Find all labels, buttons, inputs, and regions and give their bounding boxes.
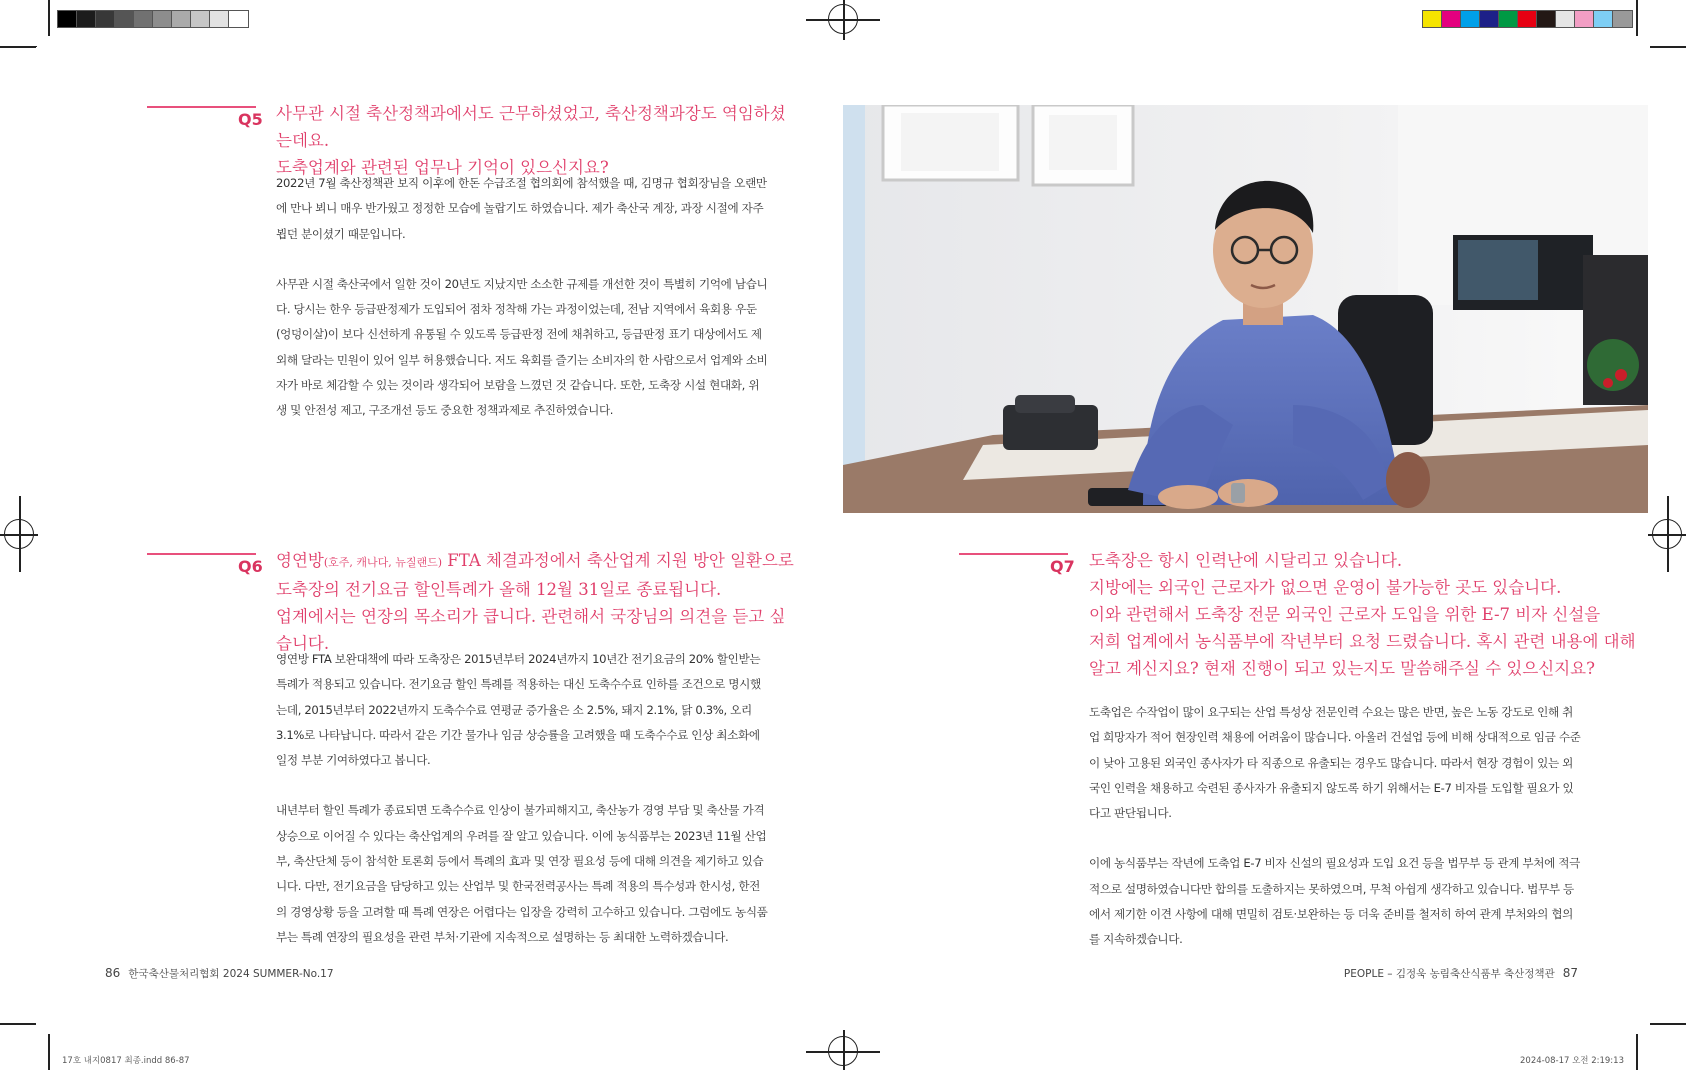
q6-question-b: FTA 체결과정에서 축산업계 지원 방안 일환으로 [442, 551, 794, 570]
file-slug: 17호 내지0817 최종.indd 86-87 [62, 1056, 190, 1066]
right-running-title: PEOPLE – 김정욱 농림축산식품부 축산정책관 [1343, 968, 1555, 980]
color-swatch [96, 11, 115, 27]
date-slug: 2024-08-17 오전 2:19:13 [1520, 1056, 1624, 1066]
color-swatch [77, 11, 96, 27]
q6-question-line: 도축장의 전기요금 할인특례가 올해 12월 31일로 종료됩니다. [276, 580, 722, 599]
color-swatch [191, 11, 210, 27]
q7-question-line: 지방에는 외국인 근로자가 없으면 운영이 불가능한 곳도 있습니다. [1089, 578, 1562, 597]
color-swatch [1594, 11, 1613, 27]
left-running-title: 한국축산물처리협회 2024 SUMMER-No.17 [128, 968, 334, 980]
color-swatch [229, 11, 248, 27]
q6-number: Q6 [238, 557, 263, 576]
q7-answer [1089, 700, 1583, 953]
color-swatch [1575, 11, 1594, 27]
color-swatch [115, 11, 134, 27]
q6-question-line: 업계에서는 연장의 목소리가 큽니다. 관련해서 국장님의 의견을 듣고 싶습니다. [276, 607, 786, 653]
color-swatch [1461, 11, 1480, 27]
q7-question-line: 이와 관련해서 도축장 전문 외국인 근로자 도입을 위한 E-7 비자 신설을 [1089, 605, 1601, 624]
q7-question-line: 저희 업계에서 농식품부에 작년부터 요청 드렸습니다. 혹시 관련 내용에 대해 [1089, 632, 1636, 651]
answer-paragraph: 2022년 7월 축산정책관 보직 이후에 한돈 수급조절 협의회에 참석했을 때, 김명규 협회장님을 오랜만에 만나 뵈니 매우 반가웠고 정정한 모습에 놀랍기도 하였습니다. 제가 축산국 계장, 과장 시절에 자주 뵙던 분이셨기 때문입니다. [276, 176, 767, 241]
color-swatch [1442, 11, 1461, 27]
color-swatch [1613, 11, 1632, 27]
left-folio [105, 966, 334, 981]
q6-question-small: (호주, 캐나다, 뉴질랜드) [323, 556, 443, 569]
process-color-bar [1422, 10, 1633, 28]
color-swatch [1556, 11, 1575, 27]
q6-rule [147, 553, 256, 555]
color-swatch [210, 11, 229, 27]
answer-paragraph: 사무관 시절 축산국에서 일한 것이 20년도 지났지만 소소한 규제를 개선한 것이 특별히 기억에 남습니다. 당시는 한우 등급판정제가 도입되어 점차 정착해 가는 과정이었는데, 전남 지역에서 육회용 우둔(엉덩이살)이 보다 신선하게 유통될 수 있도록 등급판정 전에 채취하고, 등급판정 표기 대상에서도 제외해 달라는 민원이 있어 일부 허용했습니다. 저도 육회를 즐기는 소비자의 한 사람으로서 업계와 소비자가 바로 체감할 수 있는 것이라 생각되어 보람을 느꼈던 것 같습니다. 또한, 도축장 시설 현대화, 위생 및 안전성 제고, 구조개선 등도 중요한 정책과제로 추진하였습니다. [276, 276, 768, 418]
left-page-number: 86 [105, 966, 121, 980]
answer-paragraph: 이에 농식품부는 작년에 도축업 E-7 비자 신설의 필요성과 도입 요건 등을 법무부 등 관계 부처에 적극적으로 설명하였습니다만 합의를 도출하지는 못하였으며, 무척 아쉽게 생각하고 있습니다. 법무부 등에서 제기한 이견 사항에 대해 면밀히 검토·보완하는 등 더욱 준비를 철저히 하여 관계 부처와의 협의를 지속하겠습니다. [1089, 856, 1581, 947]
q7-question-line: 알고 계신지요? 현재 진행이 되고 있는지도 말씀해주실 수 있으신지요? [1089, 659, 1595, 678]
color-swatch [1518, 11, 1537, 27]
color-swatch [172, 11, 191, 27]
q5-question [276, 100, 796, 181]
right-folio [1344, 966, 1578, 981]
interview-photo [843, 105, 1648, 513]
q5-question-line: 도축업계와 관련된 업무나 기억이 있으신지요? [276, 158, 609, 177]
q7-question [1089, 547, 1649, 682]
q7-rule [959, 553, 1068, 555]
answer-paragraph: 도축업은 수작업이 많이 요구되는 산업 특성상 전문인력 수요는 많은 반면, 높은 노동 강도로 인해 취업 희망자가 적어 현장인력 채용에 어려움이 많습니다. 아울러 건설업 등에 비해 상대적으로 임금 수준이 낮아 고용된 외국인 종사자가 타 직종으로 유출되는 경우도 많습니다. 따라서 현장 경험이 있는 외국인 인력을 채용하고 숙련된 종사자가 유출되지 않도록 하기 위해서는 E-7 비자를 도입할 필요가 있다고 판단됩니다. [1089, 705, 1581, 821]
color-swatch [1480, 11, 1499, 27]
q5-rule [147, 106, 256, 108]
q7-number: Q7 [1050, 557, 1075, 576]
color-swatch [58, 11, 77, 27]
grayscale-color-bar [57, 10, 249, 28]
color-swatch [134, 11, 153, 27]
q5-question-line: 사무관 시절 축산정책과에서도 근무하셨었고, 축산정책과장도 역임하셨는데요. [276, 104, 786, 150]
q7-question-line: 도축장은 항시 인력난에 시달리고 있습니다. [1089, 551, 1403, 570]
q6-question-line [276, 547, 796, 576]
q6-question-a: 영연방 [276, 551, 324, 570]
answer-paragraph: 내년부터 할인 특례가 종료되면 도축수수료 인상이 불가피해지고, 축산농가 경영 부담 및 축산물 가격 상승으로 이어질 수 있다는 축산업계의 우려를 잘 알고 있습니다. 이에 농식품부는 2023년 11월 산업부, 축산단체 등이 참석한 토론회 등에서 특례의 효과 및 연장 필요성 등에 대해 의견을 제기하고 있습니다. 다만, 전기요금을 담당하고 있는 산업부 및 한국전력공사는 특례 적용의 특수성과 한시성, 한전의 경영상황 등을 고려할 때 특례 연장은 어렵다는 입장을 강력히 고수하고 있습니다. 그럼에도 농식품부는 특례 연장의 필요성을 관련 부처·기관에 지속적으로 설명하는 등 최대한 노력하겠습니다. [276, 803, 768, 944]
right-page-number: 87 [1562, 966, 1578, 980]
q6-answer [276, 647, 770, 950]
q5-answer [276, 171, 770, 424]
q6-question [276, 547, 796, 657]
color-swatch [1537, 11, 1556, 27]
q5-number: Q5 [238, 110, 263, 129]
answer-paragraph: 영연방 FTA 보완대책에 따라 도축장은 2015년부터 2024년까지 10년간 전기요금의 20% 할인받는 특례가 적용되고 있습니다. 전기요금 할인 특례를 적용하는 대신 도축수수료 인하를 조건으로 명시했는데, 2015년부터 2022년까지 도축수수료 연평균 증가율은 소 2.5%, 돼지 2.1%, 닭 0.3%, 오리 3.1%로 나타납니다. 따라서 같은 기간 물가나 임금 상승률을 고려했을 때 도축수수료 인상 최소화에 일정 부분 기여하였다고 봅니다. [276, 652, 761, 768]
color-swatch [153, 11, 172, 27]
color-swatch [1499, 11, 1518, 27]
color-swatch [1423, 11, 1442, 27]
